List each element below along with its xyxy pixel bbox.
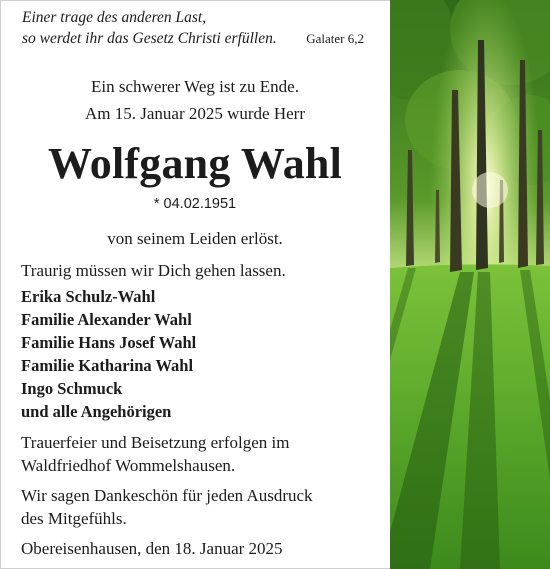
funeral-line-1: Trauerfeier und Beisetzung erfolgen im	[21, 433, 290, 452]
place-date: Obereisenhausen, den 18. Januar 2025	[21, 539, 283, 558]
quote-line-2: so werdet ihr das Gesetz Christi erfüllen.	[22, 30, 277, 47]
quote-reference: Galater 6,2	[306, 31, 364, 46]
deceased-name: Wolfgang Wahl	[48, 139, 342, 188]
thanks-line-2: des Mitgefühls.	[21, 509, 127, 528]
intro-line-2: Am 15. Januar 2025 wurde Herr	[85, 104, 305, 123]
mourner-name: Ingo Schmuck	[21, 379, 123, 398]
mourner-name: und alle Angehörigen	[21, 402, 172, 421]
farewell-text: Traurig müssen wir Dich gehen lassen.	[21, 261, 286, 280]
quote-line-1: Einer trage des anderen Last,	[22, 9, 207, 26]
thanks-line-1: Wir sagen Dankeschön für jeden Ausdruck	[21, 486, 313, 505]
birth-date: * 04.02.1951	[153, 196, 237, 212]
mourner-name: Erika Schulz-Wahl	[21, 287, 156, 306]
sunlit-forest-image	[390, 0, 550, 569]
mourner-name: Familie Katharina Wahl	[21, 356, 194, 375]
bible-quote	[22, 7, 372, 49]
release-text: von seinem Leiden erlöst.	[107, 229, 283, 248]
mourner-name: Familie Alexander Wahl	[21, 310, 192, 329]
intro-line-1: Ein schwerer Weg ist zu Ende.	[91, 77, 299, 96]
funeral-line-2: Waldfriedhof Wommelshausen.	[21, 456, 236, 475]
mourner-name: Familie Hans Josef Wahl	[21, 333, 197, 352]
